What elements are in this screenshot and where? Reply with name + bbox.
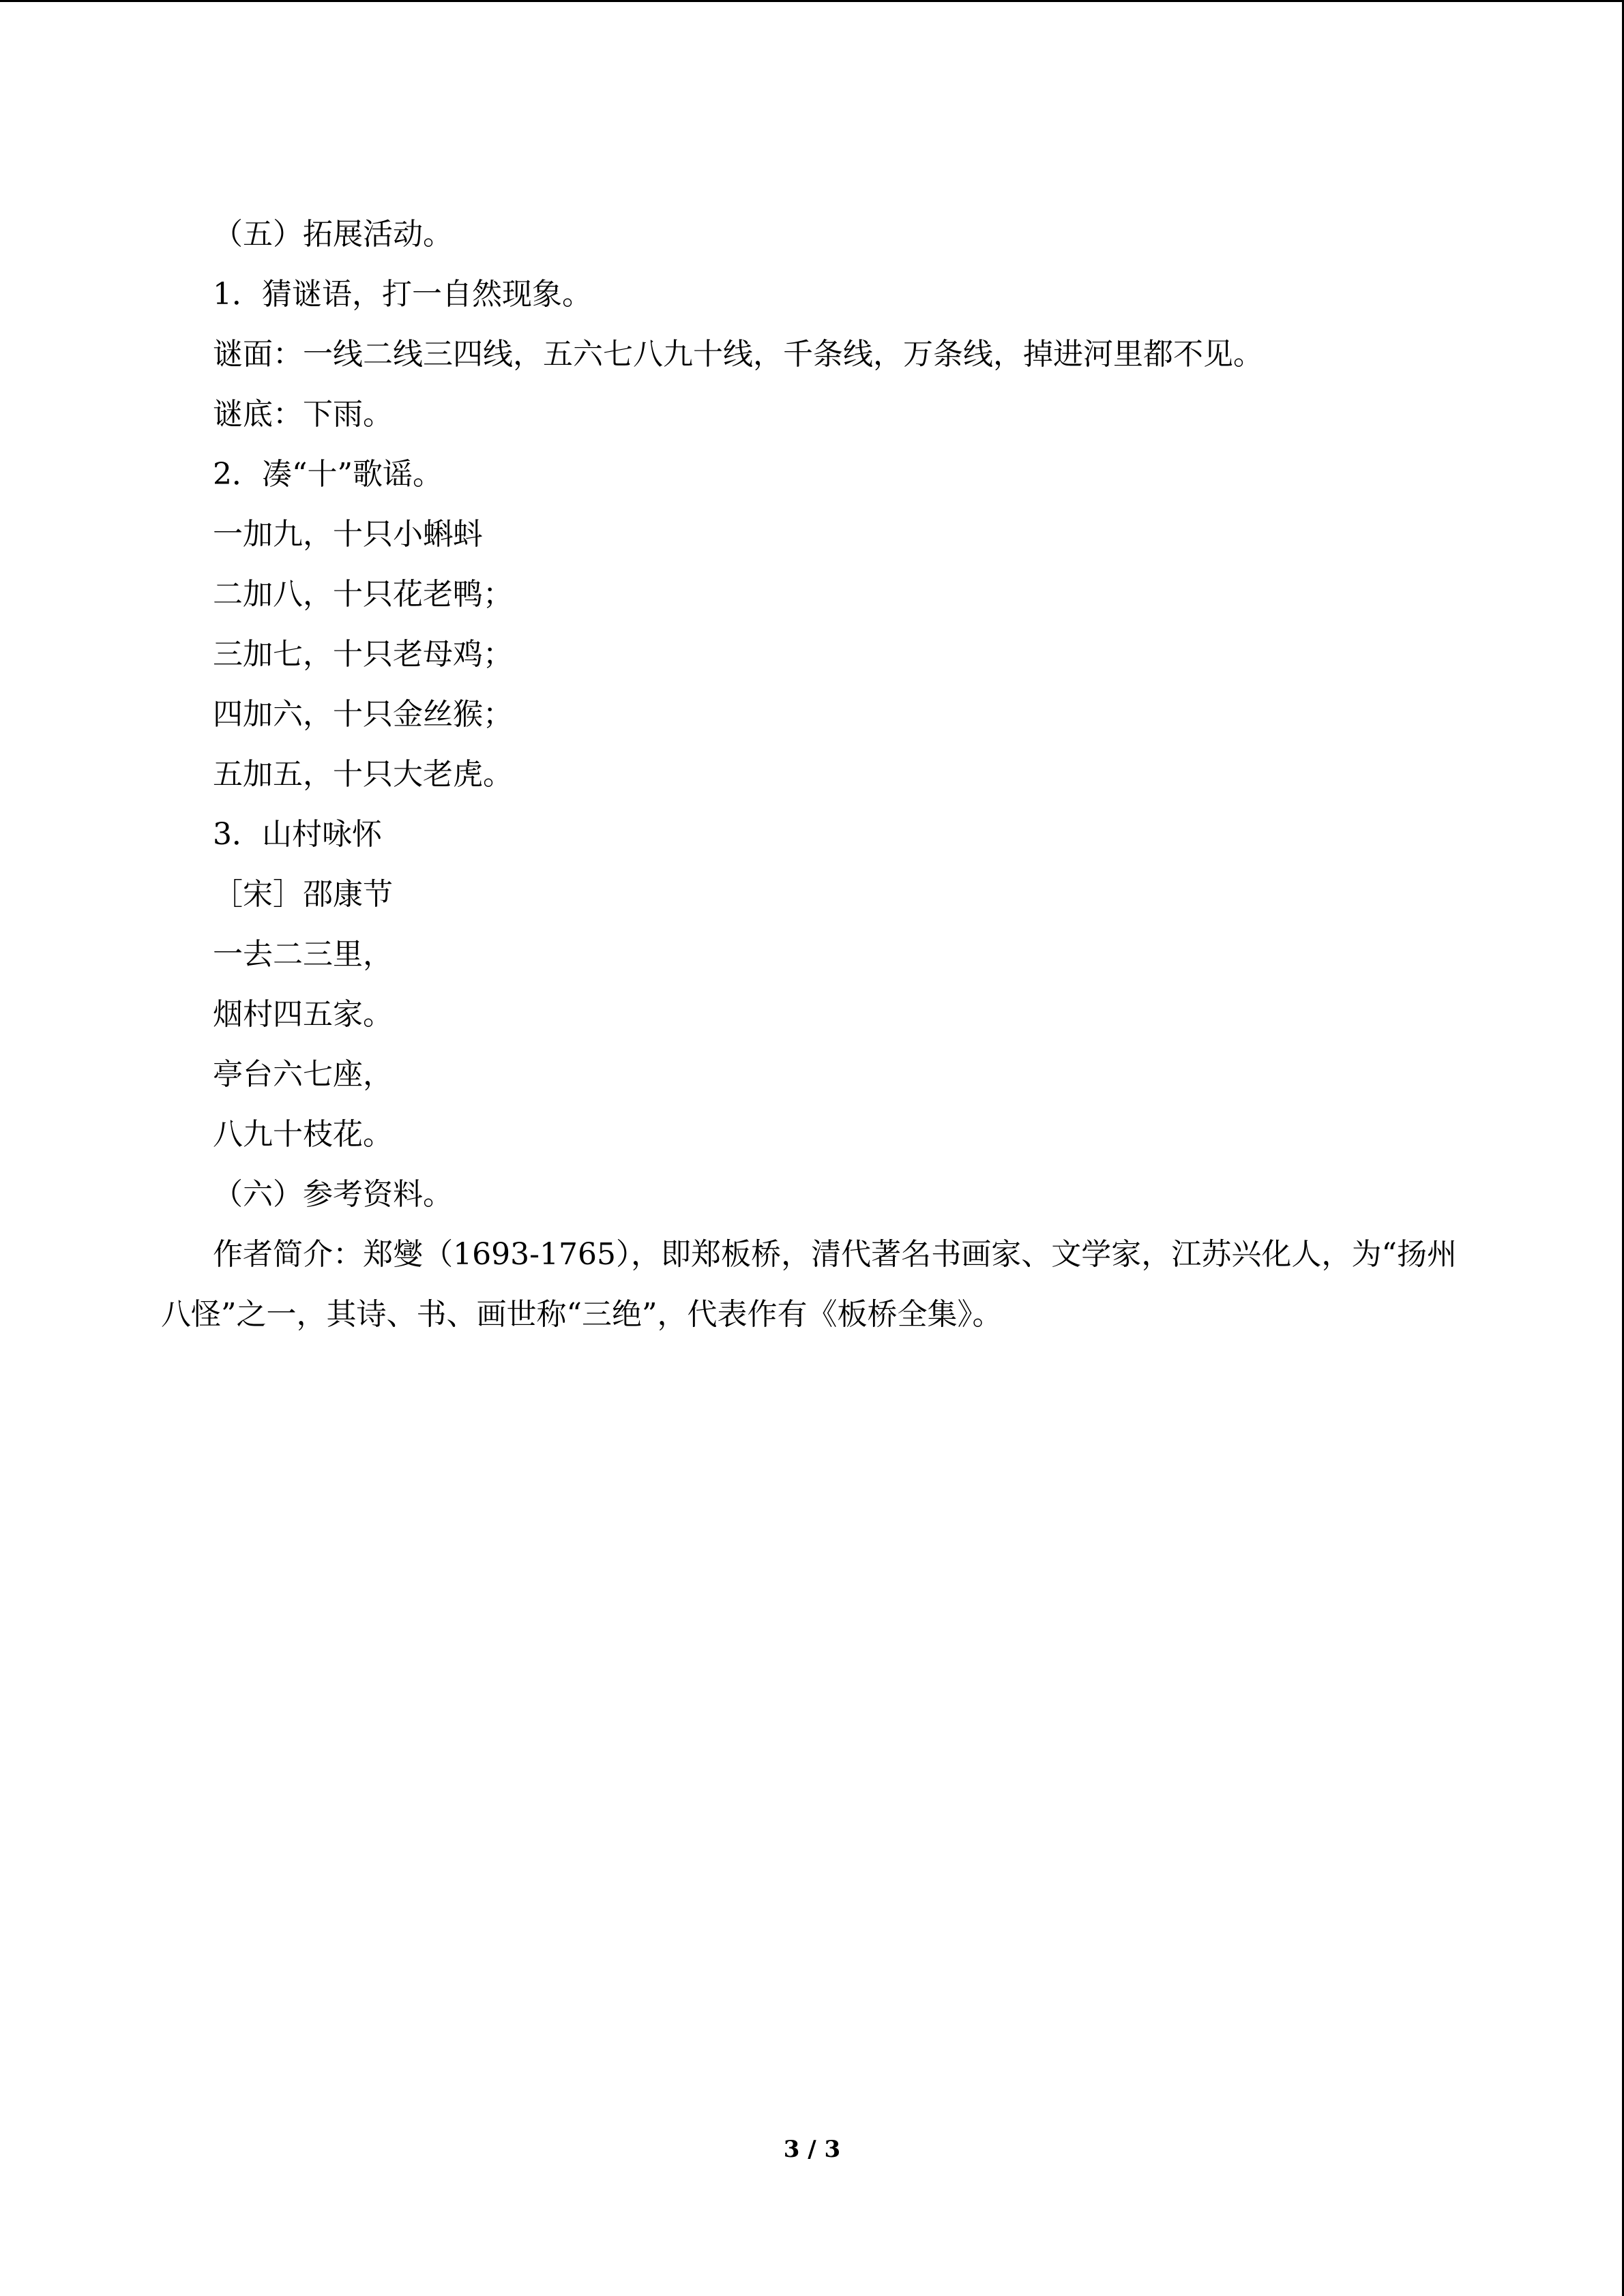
song-heading: 2．凑“十”歌谣。 [213, 457, 443, 492]
song-line: 四加六，十只金丝猴； [213, 697, 513, 732]
poem-line: 一去二三里， [213, 937, 393, 972]
riddle-answer: 谜底：下雨。 [213, 397, 393, 432]
song-line: 五加五，十只大老虎。 [213, 757, 513, 792]
poem-author: ［宋］邵康节 [213, 877, 393, 912]
document-body [161, 205, 1457, 1345]
page-top-border [0, 0, 1624, 2]
poem-line: 八九十枝花。 [213, 1117, 393, 1152]
song-line: 一加九，十只小蝌蚪 [213, 517, 483, 552]
poem-heading: 3．山村咏怀 [213, 817, 382, 852]
author-introduction: 作者简介：郑燮（1693-1765），即郑板桥，清代著名书画家、文学家，江苏兴化人，为“扬州八怪”之一，其诗、书、画世称“三绝”，代表作有《板桥全集》。 [161, 1237, 1457, 1332]
song-line: 三加七，十只老母鸡； [213, 637, 513, 672]
poem-line: 烟村四五家。 [213, 997, 393, 1032]
song-line: 二加八，十只花老鸭； [213, 577, 513, 612]
page-number: 3 / 3 [783, 2136, 841, 2163]
section-heading-reference: （六）参考资料。 [213, 1177, 453, 1212]
riddle-question: 谜面：一线二线三四线，五六七八九十线，千条线，万条线，掉进河里都不见。 [213, 337, 1263, 372]
riddle-heading: 1．猜谜语，打一自然现象。 [213, 277, 592, 312]
poem-line: 亭台六七座， [213, 1057, 393, 1092]
section-heading-extension: （五）拓展活动。 [213, 217, 453, 252]
